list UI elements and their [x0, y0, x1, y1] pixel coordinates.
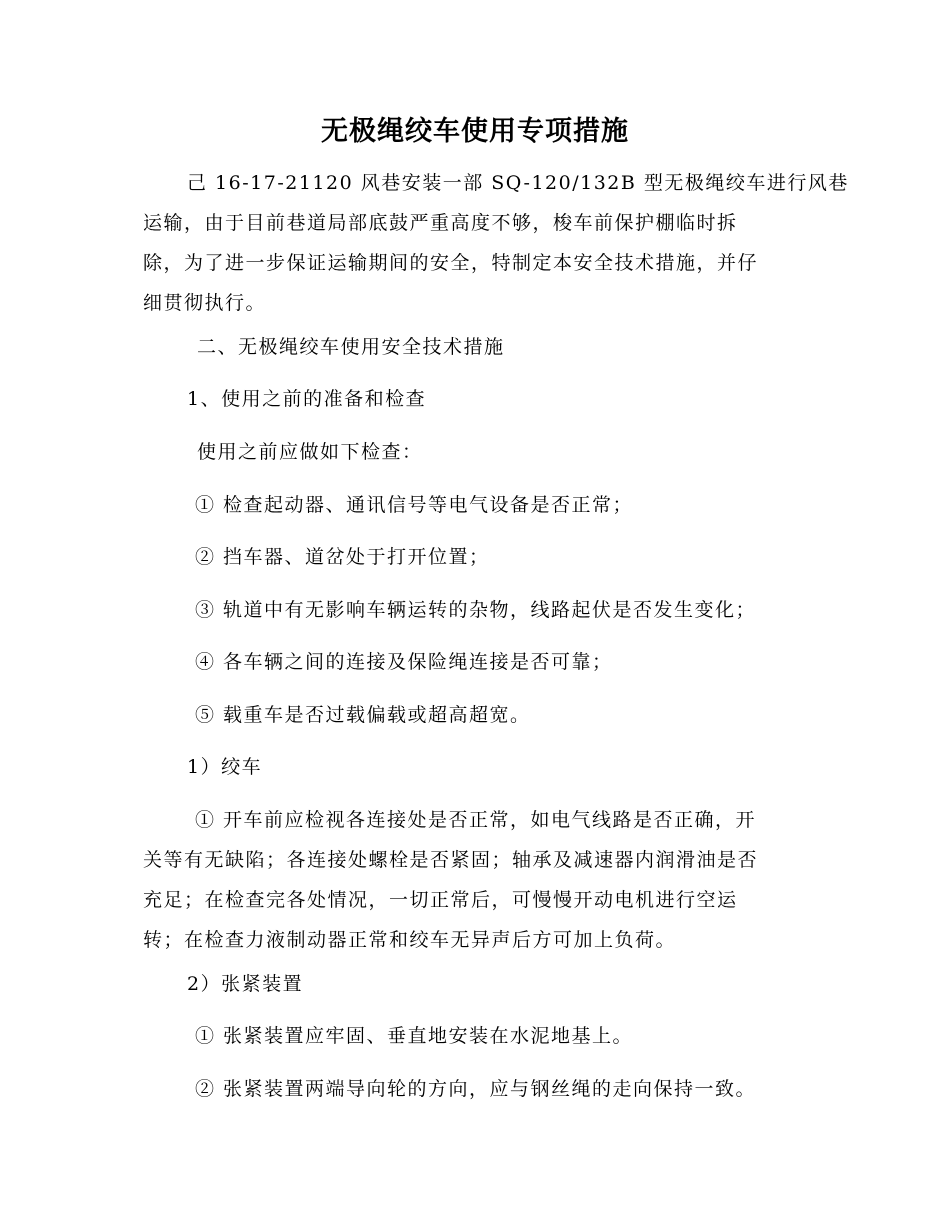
check-intro: 使用之前应做如下检查： [197, 441, 423, 463]
check-item: ② 挡车器、道岔处于打开位置； [195, 546, 490, 568]
winch-line: ① 开车前应检视各连接处是否正常，如电气线路是否正确，开 [195, 809, 757, 831]
subsection-heading: 1、使用之前的准备和检查 [187, 388, 427, 410]
winch-line: 关等有无缺陷；各连接处螺栓是否紧固；轴承及减速器内润滑油是否 [143, 849, 759, 871]
winch-line: 充足；在检查完各处情况，一切正常后，可慢慢开动电机进行空运 [143, 889, 738, 911]
check-item: ③ 轨道中有无影响车辆运转的杂物，线路起伏是否发生变化； [195, 599, 757, 621]
section-heading: 二、无极绳绞车使用安全技术措施 [197, 336, 505, 358]
tension-heading: 2）张紧装置 [187, 973, 304, 995]
winch-line: 转；在检查力液制动器正常和绞车无异声后方可加上负荷。 [143, 929, 677, 951]
intro-line: 己 16-17-21120 风巷安装一部 SQ-120/132B 型无极绳绞车进行风巷 [187, 172, 849, 194]
check-item: ⑤ 载重车是否过载偏载或超高超宽。 [195, 704, 531, 726]
document-title: 无极绳绞车使用专项措施 [321, 116, 629, 147]
intro-line: 运输，由于目前巷道局部底鼓严重高度不够，梭车前保护棚临时拆 [143, 212, 738, 234]
intro-paragraph [143, 163, 849, 323]
winch-heading: 1）绞车 [187, 756, 263, 778]
intro-line: 细贯彻执行。 [143, 292, 267, 314]
tension-item: ① 张紧装置应牢固、垂直地安装在水泥地基上。 [195, 1025, 634, 1047]
winch-paragraph [143, 800, 803, 960]
check-item: ① 检查起动器、通讯信号等电气设备是否正常； [195, 494, 634, 516]
check-item: ④ 各车辆之间的连接及保险绳连接是否可靠； [195, 651, 613, 673]
tension-item: ② 张紧装置两端导向轮的方向，应与钢丝绳的走向保持一致。 [195, 1078, 757, 1100]
intro-line: 除，为了进一步保证运输期间的安全，特制定本安全技术措施，并仔 [143, 252, 759, 274]
